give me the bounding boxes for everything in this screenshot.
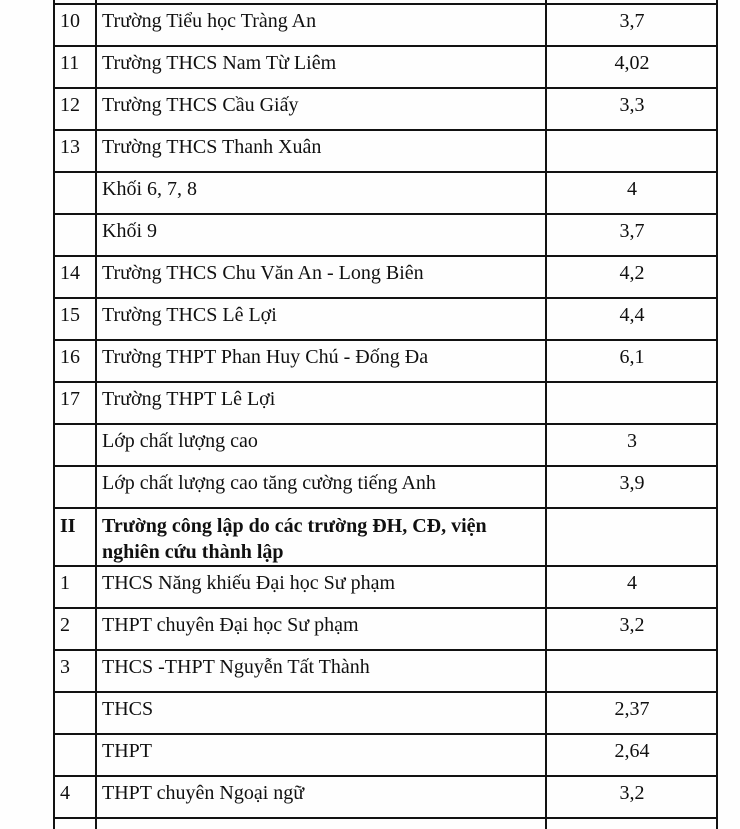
row-number-cell (54, 734, 96, 776)
school-name-cell: Trường THCS Cầu Giấy (96, 88, 546, 130)
fee-value-cell: 3,3 (546, 88, 717, 130)
table-row (54, 172, 717, 214)
school-name-cell: Trường THCS Chu Văn An - Long Biên (96, 256, 546, 298)
school-name-cell: THPT (96, 734, 546, 776)
row-number-cell: 11 (54, 46, 96, 88)
fee-value-cell: 3 (546, 424, 717, 466)
table-row (54, 340, 717, 382)
fee-value-cell (546, 508, 717, 566)
table-row (54, 566, 717, 608)
table-row (54, 608, 717, 650)
table-body (54, 0, 717, 829)
row-number-cell: 1 (54, 566, 96, 608)
fee-value-cell (546, 650, 717, 692)
row-number-cell: 13 (54, 130, 96, 172)
fee-value-cell: 3,2 (546, 776, 717, 818)
fee-value-cell: 3,2 (546, 608, 717, 650)
school-name-cell: THCS -THPT Nguyễn Tất Thành (96, 650, 546, 692)
school-name-cell: Trường THPT Lê Lợi (96, 382, 546, 424)
table-row (54, 466, 717, 508)
row-number-cell: 10 (54, 4, 96, 46)
fee-value-cell: 3,7 (546, 4, 717, 46)
table-row (54, 46, 717, 88)
school-name-cell: Lớp chất lượng cao tăng cường tiếng Anh (96, 466, 546, 508)
school-name-cell: THCS Năng khiếu Đại học Sư phạm (96, 566, 546, 608)
row-number-cell (54, 172, 96, 214)
table-row (54, 692, 717, 734)
fee-value-cell: 4 (546, 172, 717, 214)
row-number-cell: II (54, 508, 96, 566)
school-name-cell: Trường công lập do các trường ĐH, CĐ, viện nghiên cứu thành lập (96, 508, 546, 566)
fee-value-cell: 4,02 (546, 46, 717, 88)
fee-value-cell: 2,64 (546, 734, 717, 776)
school-name-cell (96, 818, 546, 829)
school-name-cell: Lớp chất lượng cao (96, 424, 546, 466)
table-row (54, 88, 717, 130)
table-row (54, 256, 717, 298)
fee-value-cell: 3,9 (546, 466, 717, 508)
row-number-cell: 3 (54, 650, 96, 692)
table-row (54, 298, 717, 340)
school-name-cell: Khối 9 (96, 214, 546, 256)
school-name-cell: Trường Tiểu học Tràng An (96, 4, 546, 46)
row-number-cell (54, 692, 96, 734)
table-row (54, 382, 717, 424)
fee-value-cell: 4 (546, 566, 717, 608)
row-number-cell (54, 424, 96, 466)
tuition-fee-table (53, 0, 718, 829)
table-row (54, 130, 717, 172)
table-row (54, 214, 717, 256)
clipped-row-bottom (54, 818, 717, 829)
row-number-cell (54, 818, 96, 829)
fee-value-cell: 3,7 (546, 214, 717, 256)
row-number-cell (54, 466, 96, 508)
row-number-cell: 14 (54, 256, 96, 298)
school-name-cell: Trường THCS Nam Từ Liêm (96, 46, 546, 88)
row-number-cell: 17 (54, 382, 96, 424)
school-name-cell: Trường THPT Phan Huy Chú - Đống Đa (96, 340, 546, 382)
table-row (54, 734, 717, 776)
school-name-cell: Trường THCS Thanh Xuân (96, 130, 546, 172)
fee-value-cell: 4,2 (546, 256, 717, 298)
fee-value-cell: 4,4 (546, 298, 717, 340)
row-number-cell: 4 (54, 776, 96, 818)
row-number-cell: 12 (54, 88, 96, 130)
fee-value-cell (546, 818, 717, 829)
fee-value-cell (546, 130, 717, 172)
table-row (54, 776, 717, 818)
row-number-cell: 15 (54, 298, 96, 340)
school-name-cell: Khối 6, 7, 8 (96, 172, 546, 214)
row-number-cell: 16 (54, 340, 96, 382)
table-row (54, 650, 717, 692)
fee-value-cell: 6,1 (546, 340, 717, 382)
school-name-cell: THCS (96, 692, 546, 734)
row-number-cell (54, 214, 96, 256)
table-row (54, 4, 717, 46)
table-row (54, 508, 717, 566)
school-name-cell: Trường THCS Lê Lợi (96, 298, 546, 340)
row-number-cell: 2 (54, 608, 96, 650)
school-name-cell: THPT chuyên Đại học Sư phạm (96, 608, 546, 650)
school-name-cell: THPT chuyên Ngoại ngữ (96, 776, 546, 818)
fee-value-cell (546, 382, 717, 424)
fee-value-cell: 2,37 (546, 692, 717, 734)
table-row (54, 424, 717, 466)
